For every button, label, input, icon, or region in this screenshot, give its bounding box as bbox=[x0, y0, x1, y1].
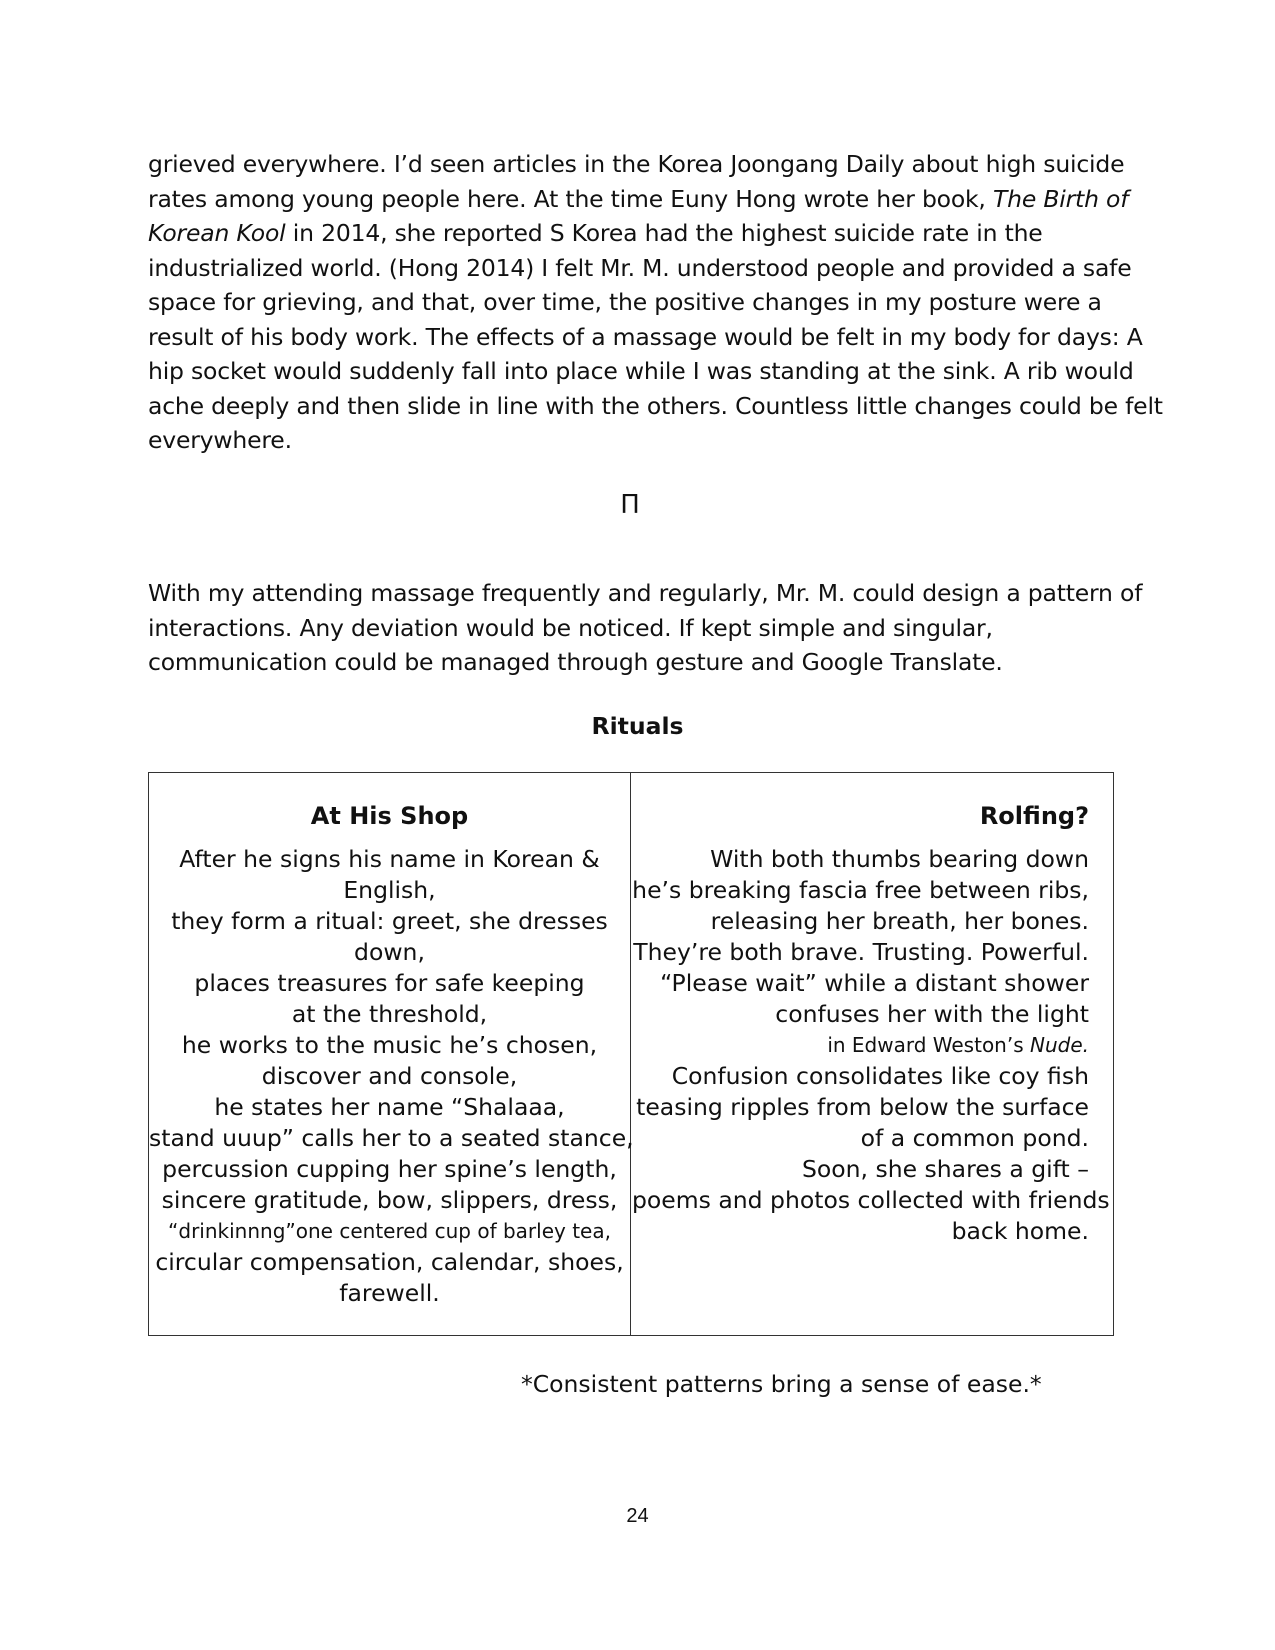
section-heading: Rituals bbox=[591, 712, 684, 740]
poem-line: poems and photos collected with friends bbox=[632, 1186, 1110, 1214]
artwork-title-italic: Nude. bbox=[1030, 1033, 1089, 1057]
poem-line: farewell. bbox=[339, 1279, 440, 1307]
text-line: interactions. Any deviation would be noticed. If kept simple and singular, bbox=[148, 613, 993, 642]
poem-line: English, bbox=[343, 876, 436, 904]
poem-line: Soon, she shares a gift – bbox=[801, 1155, 1089, 1183]
text-line: grieved everywhere. I’d seen articles in the Korea Joongang Daily about high suicide bbox=[148, 150, 1125, 178]
book-title-italic: The Birth of bbox=[992, 184, 1129, 213]
poem-line: he’s breaking fascia free between ribs, bbox=[632, 876, 1089, 904]
text-line: hip socket would suddenly fall into place while I was standing at the sink. A rib would bbox=[148, 357, 1134, 385]
poem-line: he works to the music he’s chosen, bbox=[181, 1031, 598, 1059]
text-line: result of his body work. The effects of a massage would be felt in my body for days: A bbox=[148, 322, 1143, 351]
text-run: rates among young people here. At the time Euny Hong wrote her book, bbox=[148, 184, 993, 213]
poem-line: he states her name “Shalaaa, bbox=[214, 1093, 565, 1121]
poem-line: After he signs his name in Korean & bbox=[179, 845, 600, 873]
poem-line: percussion cupping her spine’s length, bbox=[162, 1155, 617, 1183]
poem-line: They’re both brave. Trusting. Powerful. bbox=[633, 938, 1089, 966]
text-line: everywhere. bbox=[148, 426, 292, 454]
poem-line bbox=[632, 1030, 1089, 1061]
poem-line: “Please wait” while a distant shower bbox=[660, 969, 1089, 997]
intro-paragraph bbox=[148, 147, 1163, 458]
book-title-italic: Korean Kool bbox=[148, 219, 286, 247]
poem-line: releasing her breath, her bones. bbox=[710, 907, 1089, 935]
left-poem bbox=[149, 801, 634, 1309]
text-line: space for grieving, and that, over time, the positive changes in my posture were a bbox=[148, 288, 1102, 316]
text-line bbox=[148, 216, 1128, 251]
column-divider bbox=[630, 773, 631, 1335]
poem-line: they form a ritual: greet, she dresses bbox=[171, 907, 608, 935]
poem-line: at the threshold, bbox=[291, 1000, 488, 1028]
poem-line: confuses her with the light bbox=[775, 1000, 1089, 1028]
poem-line: circular compensation, calendar, shoes, bbox=[155, 1248, 624, 1276]
text-line: ache deeply and then slide in line with the others. Countless little changes could be felt bbox=[148, 391, 1163, 420]
poem-line: With both thumbs bearing down bbox=[710, 845, 1089, 873]
text-run: in Edward Weston’s bbox=[827, 1033, 1030, 1057]
poem-line: sincere gratitude, bow, slippers, dress, bbox=[161, 1186, 618, 1214]
text-line: communication could be managed through gesture and Google Translate. bbox=[148, 648, 1003, 676]
poem-line: down, bbox=[354, 938, 425, 966]
text-line: With my attending massage frequently and regularly, Mr. M. could design a pattern of bbox=[148, 579, 1143, 607]
right-poem-title: Rolfing? bbox=[979, 802, 1089, 830]
poem-line: Confusion consolidates like coy fish bbox=[671, 1062, 1089, 1090]
text-line bbox=[148, 182, 1128, 217]
poem-line: teasing ripples from below the surface bbox=[636, 1093, 1089, 1121]
poem-line: discover and console, bbox=[261, 1062, 518, 1090]
poem-line: stand uuup” calls her to a seated stance, bbox=[149, 1124, 634, 1152]
poems-table bbox=[148, 772, 1114, 1336]
second-paragraph bbox=[148, 576, 1143, 680]
poem-line: “drinkinnng”one centered cup of barley tea, bbox=[168, 1219, 611, 1243]
left-poem-title: At His Shop bbox=[310, 802, 469, 830]
poem-line: of a common pond. bbox=[860, 1124, 1089, 1152]
text-run: in 2014, she reported S Korea had the highest suicide rate in the bbox=[285, 219, 1043, 247]
section-break-ornament: Π bbox=[620, 490, 640, 520]
right-poem bbox=[632, 801, 1110, 1247]
footnote: *Consistent patterns bring a sense of ease.* bbox=[521, 1370, 1042, 1398]
poem-line: places treasures for safe keeping bbox=[194, 969, 585, 997]
text-line: industrialized world. (Hong 2014) I felt Mr. M. understood people and provided a safe bbox=[148, 253, 1132, 282]
page-number: 24 bbox=[626, 1505, 649, 1527]
poem-line: back home. bbox=[951, 1217, 1089, 1245]
